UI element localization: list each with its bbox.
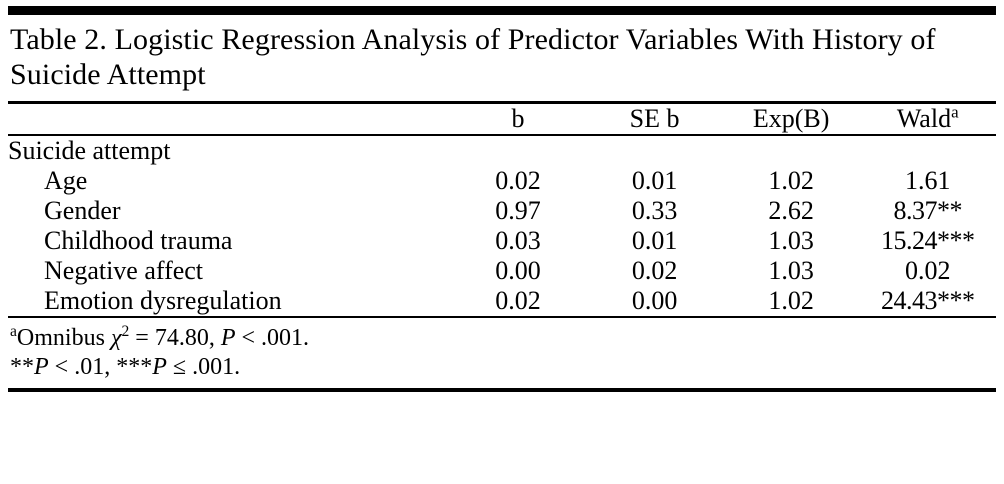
row-value-b: 0.03	[495, 226, 541, 255]
row-value-se-b	[586, 136, 723, 166]
table-row	[8, 196, 996, 226]
row-value-b: 0.02	[495, 286, 541, 315]
column-header-wald-superscript: a	[951, 102, 959, 122]
table-row	[8, 226, 996, 256]
table-header	[8, 104, 996, 134]
table-body	[8, 136, 996, 316]
table-row	[8, 166, 996, 196]
column-header-blank	[8, 104, 450, 134]
table-row	[8, 136, 996, 166]
column-header-se-b: SE b	[629, 104, 680, 133]
row-value-exp-b: 1.02	[768, 166, 814, 195]
row-value-wald: 0.02	[904, 256, 951, 285]
column-header-wald-text: Wald	[896, 104, 952, 133]
p-symbol: P	[220, 325, 236, 351]
row-value-wald: 24.43***	[880, 286, 975, 315]
data-table	[8, 104, 996, 134]
row-value-wald	[859, 136, 996, 166]
row-value-wald: 1.61	[904, 166, 951, 195]
footnote-marker-a: a	[10, 323, 17, 340]
row-value-se-b: 0.00	[631, 286, 678, 315]
row-value-se-b: 0.02	[631, 256, 678, 285]
row-label: Emotion dysregulation	[44, 286, 282, 315]
row-value-exp-b: 1.03	[768, 226, 814, 255]
row-value-exp-b: 2.62	[768, 196, 814, 225]
row-value-b: 0.97	[495, 196, 541, 225]
row-label: Childhood trauma	[44, 226, 233, 255]
row-value-se-b: 0.01	[631, 226, 678, 255]
column-header-wald	[859, 104, 996, 134]
bottom-spacer	[8, 392, 996, 402]
top-rule	[8, 6, 996, 15]
row-value-wald: 8.37**	[893, 196, 962, 225]
row-value-b: 0.02	[495, 166, 541, 195]
row-value-se-b: 0.01	[631, 166, 678, 195]
p-symbol: P	[152, 354, 167, 380]
header-row	[8, 104, 996, 134]
footnote-significance: **P < .01, ***P ≤ .001.	[10, 354, 241, 380]
row-value-b	[450, 136, 587, 166]
column-header-exp-b: Exp(B)	[752, 104, 830, 133]
data-table-body	[8, 136, 996, 316]
table-row	[8, 256, 996, 286]
p-symbol: P	[34, 354, 49, 380]
chi-exponent: 2	[121, 323, 130, 340]
row-label: Age	[44, 166, 88, 195]
row-value-exp-b	[723, 136, 860, 166]
row-value-b: 0.00	[495, 256, 541, 285]
footnote-omnibus: $^a$Omnibus $\chi^2 = 74.80$, P < .001.	[10, 323, 310, 351]
row-value-exp-b: 1.02	[768, 286, 814, 315]
table-container	[0, 6, 1004, 484]
row-label: Suicide attempt	[8, 136, 171, 165]
row-value-wald: 15.24***	[880, 226, 975, 255]
row-value-se-b: 0.33	[631, 196, 678, 225]
chi-symbol: χ	[110, 325, 122, 351]
row-label: Negative affect	[44, 256, 204, 285]
row-label: Gender	[44, 196, 121, 225]
column-header-b: b	[511, 104, 525, 133]
footnotes	[8, 318, 996, 388]
row-value-exp-b: 1.03	[768, 256, 814, 285]
table-title: Table 2. Logistic Regression Analysis of Predictor Variables With History of Suicide Attempt	[10, 23, 936, 91]
table-row	[8, 286, 996, 316]
